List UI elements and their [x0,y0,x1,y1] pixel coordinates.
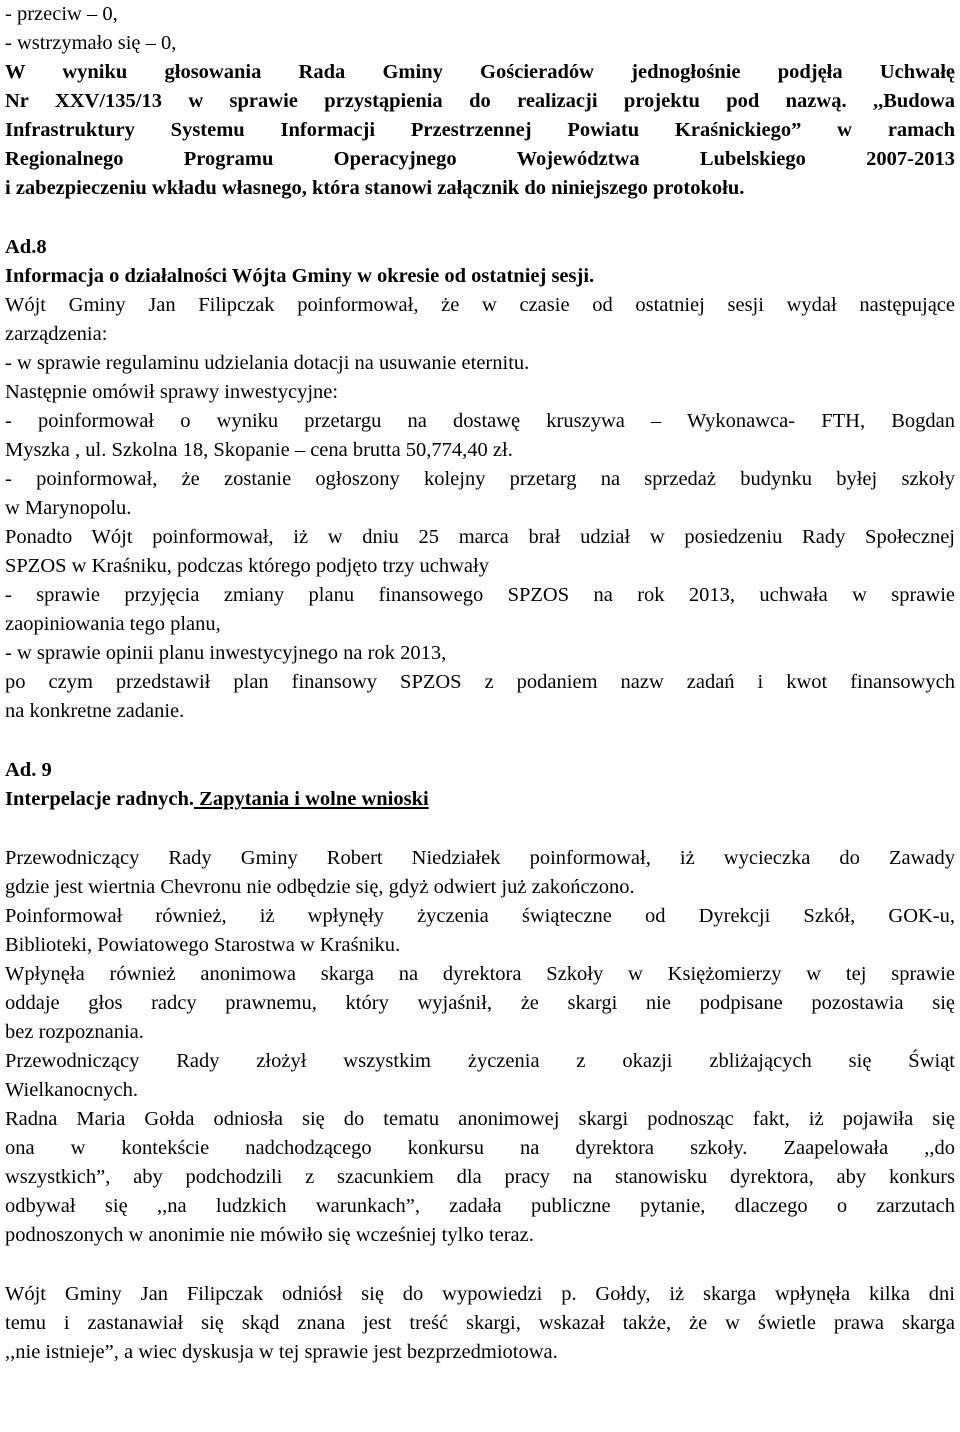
section-ad9 [5,756,955,1367]
section-heading: Ad.8 [5,236,47,258]
paragraph-line: gdzie jest wiertnia Chevronu nie odbędzie się, gdyż odwiert już zakończono. [5,876,635,898]
paragraph-line: - w sprawie opinii planu inwestycyjnego na rok 2013, [5,642,447,664]
paragraph-line: - poinformował o wyniku przetargu na dostawę kruszywa – Wykonawca- FTH, Bogdan [5,410,955,432]
vote-against: - przeciw – 0, [5,3,118,25]
document-page [5,0,955,1367]
paragraph-line: Biblioteki, Powiatowego Starostwa w Kraśniku. [5,934,401,956]
paragraph-line: zaopiniowania tego planu, [5,613,221,635]
paragraph-line: Wójt Gminy Jan Filipczak odniósł się do wypowiedzi p. Gołdy, iż skarga wpłynęła kilka dni [5,1283,955,1305]
section-title [5,785,955,814]
paragraph-line: w Marynopolu. [5,497,132,519]
paragraph-line: Następnie omówił sprawy inwestycyjne: [5,381,339,403]
paragraph-line: temu i zastanawiał się skąd znana jest treść skargi, wskazał także, że w świetle prawa skarga [5,1312,955,1334]
paragraph-line: Wpłynęła również anonimowa skarga na dyrektora Szkoły w Księżomierzy w tej sprawie [5,963,955,985]
section-ad8 [5,233,955,726]
resolution-line-4: Regionalnego Programu Operacyjnego Województwa Lubelskiego 2007-2013 [5,148,955,170]
paragraph-line: - sprawie przyjęcia zmiany planu finansowego SPZOS na rok 2013, uchwała w sprawie [5,584,955,606]
paragraph-line: Wielkanocnych. [5,1079,138,1101]
paragraph-line: oddaje głos radcy prawnemu, który wyjaśnił, że skargi nie podpisane pozostawia się [5,992,955,1014]
paragraph-line: ona w kontekście nadchodzącego konkursu na dyrektora szkoły. Zaapelowała ,,do [5,1137,955,1159]
paragraph-line: na konkretne zadanie. [5,700,185,722]
paragraph-line: Poinformował również, iż wpłynęły życzenia świąteczne od Dyrekcji Szkół, GOK-u, [5,905,955,927]
resolution-line-2: Nr XXV/135/13 w sprawie przystąpienia do realizacji projektu pod nazwą. ,,Budowa [5,90,955,112]
paragraph-line: bez rozpoznania. [5,1021,144,1043]
resolution-line-3: Infrastruktury Systemu Informacji Przestrzennej Powiatu Kraśnickiego” w ramach [5,119,955,141]
paragraph-line: Radna Maria Gołda odniosła się do tematu anonimowej skargi podnosząc fakt, iż pojawiła się [5,1108,955,1130]
paragraph-line: Wójt Gminy Jan Filipczak poinformował, że w czasie od ostatniej sesji wydał następujące [5,294,955,316]
paragraph-line: Myszka , ul. Szkolna 18, Skopanie – cena brutta 50,774,40 zł. [5,439,513,461]
section-heading: Ad. 9 [5,759,52,781]
resolution-line-5: i zabezpieczeniu wkładu własnego, która stanowi załącznik do niniejszego protokołu. [5,177,745,199]
paragraph-line: po czym przedstawił plan finansowy SPZOS z podaniem nazw zadań i kwot finansowych [5,671,955,693]
paragraph-line: Przewodniczący Rady złożył wszystkim życzenia z okazji zbliżających się Świąt [5,1050,955,1072]
section-title-part-2: Zapytania i wolne wnioski [194,788,429,810]
paragraph-line: SPZOS w Kraśniku, podczas którego podjęto trzy uchwały [5,555,489,577]
section-title: Informacja o działalności Wójta Gminy w okresie od ostatniej sesji. [5,265,595,287]
paragraph-line: Ponadto Wójt poinformował, iż w dniu 25 marca brał udział w posiedzeniu Rady Społecznej [5,526,955,548]
paragraph-line: wszystkich”, aby podchodzili z szacunkiem dla pracy na stanowisku dyrektora, aby konkurs [5,1166,955,1188]
paragraph-line: podnoszonych w anonimie nie mówiło się wcześniej tylko teraz. [5,1224,534,1246]
section-title-part-1: Interpelacje radnych. [5,788,195,810]
paragraph-line: Przewodniczący Rady Gminy Robert Niedziałek poinformował, iż wycieczka do Zawady [5,847,955,869]
paragraph-line: - poinformował, że zostanie ogłoszony kolejny przetarg na sprzedaż budynku byłej szkoły [5,468,955,490]
paragraph-line: - w sprawie regulaminu udzielania dotacji na usuwanie eternitu. [5,352,530,374]
voting-block [5,0,955,203]
vote-abstain: - wstrzymało się – 0, [5,32,177,54]
paragraph-line: zarządzenia: [5,323,108,345]
resolution-line-1: W wyniku głosowania Rada Gminy Gościeradów jednogłośnie podjęła Uchwałę [5,61,955,83]
paragraph-line: odbywał się ,,na ludzkich warunkach”, zadała publiczne pytanie, dlaczego o zarzutach [5,1195,955,1217]
paragraph-line: ,,nie istnieje”, a wiec dyskusja w tej sprawie jest bezprzedmiotowa. [5,1341,558,1363]
